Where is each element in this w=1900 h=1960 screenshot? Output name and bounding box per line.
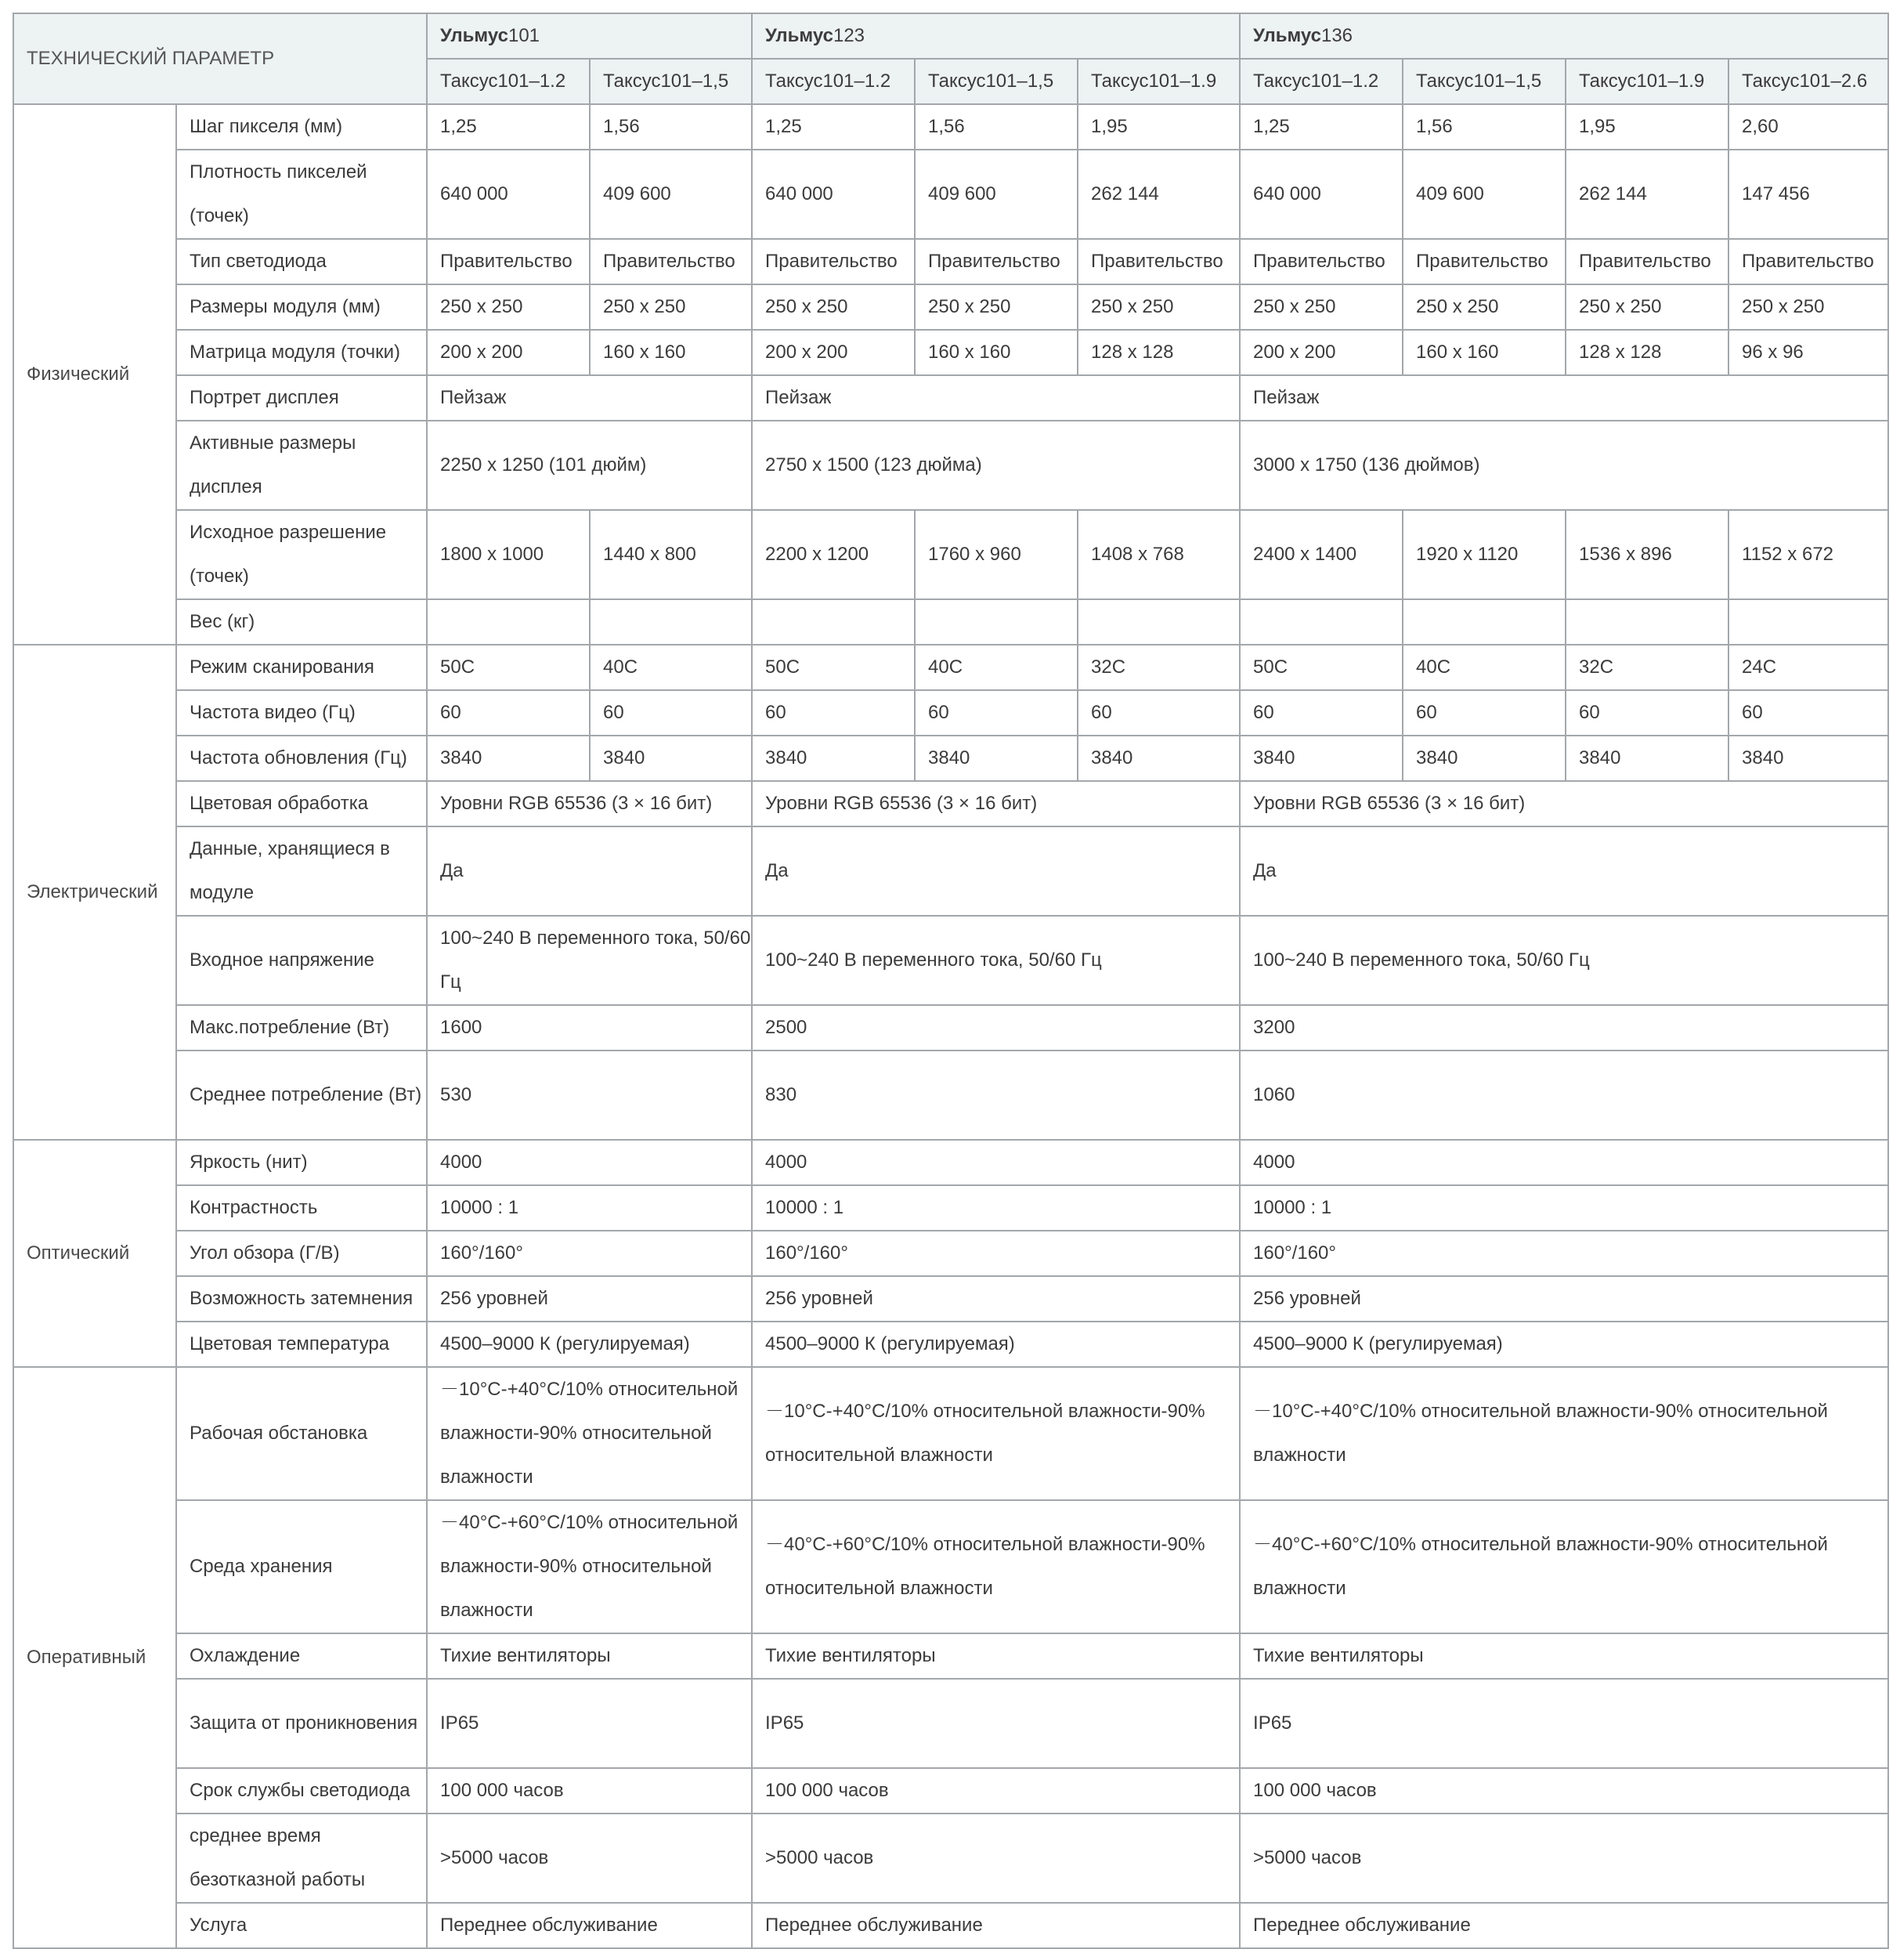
value-cell: 640 000 <box>752 150 915 239</box>
group-value-cell: >5000 часов <box>427 1814 752 1903</box>
value-cell: 3840 <box>752 736 915 781</box>
spec-table <box>13 13 1889 1949</box>
value-cell: 128 x 128 <box>1078 330 1240 375</box>
value-cell: 640 000 <box>1240 150 1403 239</box>
group-value-cell: IP65 <box>1240 1679 1888 1768</box>
group-value-cell: 256 уровней <box>427 1276 752 1322</box>
parameter-label: Входное напряжение <box>176 916 427 1005</box>
value-cell: 250 x 250 <box>915 284 1078 330</box>
value-cell: 1,56 <box>590 104 752 150</box>
group-value-cell: 10000 : 1 <box>752 1185 1240 1231</box>
parameter-label: Вес (кг) <box>176 599 427 645</box>
value-cell: 60 <box>427 690 590 736</box>
parameter-label: Срок службы светодиода <box>176 1768 427 1814</box>
group-value-cell: IP65 <box>752 1679 1240 1768</box>
group-value-cell: Да <box>1240 826 1888 916</box>
value-cell: Правительство <box>1566 239 1728 284</box>
value-cell: 1760 x 960 <box>915 510 1078 599</box>
value-cell: Правительство <box>752 239 915 284</box>
group-value-cell: 2250 x 1250 (101 дюйм) <box>427 421 752 510</box>
value-cell: 250 x 250 <box>590 284 752 330</box>
value-cell <box>1728 599 1888 645</box>
value-cell: 1800 x 1000 <box>427 510 590 599</box>
table-title: ТЕХНИЧЕСКИЙ ПАРАМЕТР <box>13 13 427 104</box>
parameter-label: Возможность затемнения <box>176 1276 427 1322</box>
value-cell: 60 <box>1728 690 1888 736</box>
group-value-cell: －40°C-+60°C/10% относительной влажности-90% относительной влажности <box>427 1500 752 1633</box>
group-value-cell: 100~240 В переменного тока, 50/60 Гц <box>1240 916 1888 1005</box>
spec-row <box>13 1322 1888 1367</box>
group-value-cell: 4500–9000 К (регулируемая) <box>752 1322 1240 1367</box>
value-cell: 60 <box>1240 690 1403 736</box>
spec-row <box>13 826 1888 916</box>
value-cell <box>427 599 590 645</box>
parameter-label: Исходное разрешение (точек) <box>176 510 427 599</box>
value-cell: 1,95 <box>1566 104 1728 150</box>
value-cell: 640 000 <box>427 150 590 239</box>
value-cell: 262 144 <box>1566 150 1728 239</box>
parameter-label: Матрица модуля (точки) <box>176 330 427 375</box>
group-value-cell: Тихие вентиляторы <box>752 1633 1240 1679</box>
group-value-cell: 256 уровней <box>1240 1276 1888 1322</box>
group-value-cell: 2500 <box>752 1005 1240 1051</box>
value-cell <box>752 599 915 645</box>
category-cell: Электрический <box>13 645 176 1140</box>
value-cell: 250 x 250 <box>1566 284 1728 330</box>
group-value-cell: 160°/160° <box>427 1231 752 1276</box>
value-cell: 1408 x 768 <box>1078 510 1240 599</box>
group-value-cell: －10°C-+40°C/10% относительной влажности-90% относительной влажности <box>752 1367 1240 1500</box>
value-cell: 250 x 250 <box>1728 284 1888 330</box>
group-value-cell: >5000 часов <box>1240 1814 1888 1903</box>
group-value-cell: 4000 <box>1240 1140 1888 1185</box>
group-value-cell: 100~240 В переменного тока, 50/60 Гц <box>752 916 1240 1005</box>
category-cell: Физический <box>13 104 176 645</box>
group-value-cell: 10000 : 1 <box>427 1185 752 1231</box>
spec-row <box>13 375 1888 421</box>
group-value-cell: 100~240 В переменного тока, 50/60 Гц <box>427 916 752 1005</box>
parameter-label: Активные размеры дисплея <box>176 421 427 510</box>
group-value-cell: Да <box>752 826 1240 916</box>
group-value-cell: 3200 <box>1240 1005 1888 1051</box>
spec-row <box>13 1679 1888 1768</box>
spec-row <box>13 1903 1888 1948</box>
group-value-cell: 4500–9000 К (регулируемая) <box>427 1322 752 1367</box>
value-cell: 250 x 250 <box>752 284 915 330</box>
parameter-label: Цветовая температура <box>176 1322 427 1367</box>
group-value-cell: IP65 <box>427 1679 752 1768</box>
value-cell: 160 x 160 <box>915 330 1078 375</box>
parameter-label: Защита от проникновения <box>176 1679 427 1768</box>
parameter-label: Контрастность <box>176 1185 427 1231</box>
value-cell: 3840 <box>427 736 590 781</box>
group-value-cell: 830 <box>752 1051 1240 1140</box>
spec-row <box>13 1500 1888 1633</box>
value-cell: 40С <box>915 645 1078 690</box>
value-cell: 2200 x 1200 <box>752 510 915 599</box>
category-cell: Оптический <box>13 1140 176 1367</box>
spec-row <box>13 104 1888 150</box>
value-cell: 3840 <box>915 736 1078 781</box>
group-value-cell: >5000 часов <box>752 1814 1240 1903</box>
value-cell: 250 x 250 <box>1403 284 1566 330</box>
group-value-cell: 4500–9000 К (регулируемая) <box>1240 1322 1888 1367</box>
spec-row <box>13 916 1888 1005</box>
value-cell: 3840 <box>1728 736 1888 781</box>
value-cell: 40С <box>1403 645 1566 690</box>
group-value-cell: 256 уровней <box>752 1276 1240 1322</box>
spec-row <box>13 1231 1888 1276</box>
parameter-label: Размеры модуля (мм) <box>176 284 427 330</box>
value-cell: 3840 <box>1078 736 1240 781</box>
spec-row <box>13 1051 1888 1140</box>
parameter-label: Портрет дисплея <box>176 375 427 421</box>
group-value-cell: －40°C-+60°C/10% относительной влажности-90% относительной влажности <box>1240 1500 1888 1633</box>
value-cell: Правительство <box>1078 239 1240 284</box>
spec-row <box>13 150 1888 239</box>
group-value-cell: 3000 x 1750 (136 дюймов) <box>1240 421 1888 510</box>
group-value-cell: Уровни RGB 65536 (3 × 16 бит) <box>427 781 752 826</box>
variant-header: Таксус101–1.9 <box>1078 59 1240 104</box>
group-value-cell: Пейзаж <box>427 375 752 421</box>
group-value-cell: Тихие вентиляторы <box>1240 1633 1888 1679</box>
group-value-cell: 100 000 часов <box>1240 1768 1888 1814</box>
value-cell: Правительство <box>1240 239 1403 284</box>
group-value-cell: 2750 x 1500 (123 дюйма) <box>752 421 1240 510</box>
group-value-cell: 160°/160° <box>1240 1231 1888 1276</box>
group-value-cell: 10000 : 1 <box>1240 1185 1888 1231</box>
value-cell <box>1078 599 1240 645</box>
value-cell: 128 x 128 <box>1566 330 1728 375</box>
group-value-cell: Переднее обслуживание <box>752 1903 1240 1948</box>
group-value-cell: 1060 <box>1240 1051 1888 1140</box>
spec-row <box>13 284 1888 330</box>
spec-row <box>13 645 1888 690</box>
value-cell: 160 x 160 <box>590 330 752 375</box>
spec-row <box>13 599 1888 645</box>
value-cell: 50С <box>427 645 590 690</box>
value-cell: 147 456 <box>1728 150 1888 239</box>
spec-row <box>13 781 1888 826</box>
value-cell: 40С <box>590 645 752 690</box>
value-cell: 250 x 250 <box>1240 284 1403 330</box>
group-value-cell: 100 000 часов <box>427 1768 752 1814</box>
value-cell: 1920 x 1120 <box>1403 510 1566 599</box>
group-value-cell: Переднее обслуживание <box>1240 1903 1888 1948</box>
spec-row <box>13 1276 1888 1322</box>
spec-row <box>13 510 1888 599</box>
variant-header: Таксус101–1.9 <box>1566 59 1728 104</box>
group-value-cell: －10°C-+40°C/10% относительной влажности-90% относительной влажности <box>1240 1367 1888 1500</box>
value-cell: 1152 x 672 <box>1728 510 1888 599</box>
value-cell: 1536 x 896 <box>1566 510 1728 599</box>
parameter-label: Шаг пикселя (мм) <box>176 104 427 150</box>
parameter-label: Тип светодиода <box>176 239 427 284</box>
value-cell: 2,60 <box>1728 104 1888 150</box>
spec-row <box>13 1814 1888 1903</box>
value-cell: 60 <box>1403 690 1566 736</box>
parameter-label: Яркость (нит) <box>176 1140 427 1185</box>
model-header-ulmus101: Ульмус101 <box>427 13 752 59</box>
value-cell: 3840 <box>1566 736 1728 781</box>
value-cell <box>915 599 1078 645</box>
spec-row <box>13 1005 1888 1051</box>
value-cell: 1,25 <box>1240 104 1403 150</box>
parameter-label: среднее время безотказной работы <box>176 1814 427 1903</box>
spec-body <box>13 104 1888 1948</box>
value-cell: 409 600 <box>1403 150 1566 239</box>
value-cell: 60 <box>590 690 752 736</box>
value-cell: 200 x 200 <box>1240 330 1403 375</box>
spec-row <box>13 1367 1888 1500</box>
value-cell: Правительство <box>590 239 752 284</box>
value-cell: 262 144 <box>1078 150 1240 239</box>
value-cell: 409 600 <box>590 150 752 239</box>
group-value-cell: －10°C-+40°C/10% относительной влажности-90% относительной влажности <box>427 1367 752 1500</box>
value-cell: 2400 x 1400 <box>1240 510 1403 599</box>
spec-row <box>13 1140 1888 1185</box>
spec-row <box>13 1633 1888 1679</box>
parameter-label: Услуга <box>176 1903 427 1948</box>
value-cell: 160 x 160 <box>1403 330 1566 375</box>
value-cell: Правительство <box>915 239 1078 284</box>
group-value-cell: 530 <box>427 1051 752 1140</box>
value-cell: 1,95 <box>1078 104 1240 150</box>
value-cell <box>1403 599 1566 645</box>
value-cell: 60 <box>1566 690 1728 736</box>
value-cell: Правительство <box>1728 239 1888 284</box>
group-value-cell: 1600 <box>427 1005 752 1051</box>
spec-row <box>13 330 1888 375</box>
spec-row <box>13 690 1888 736</box>
category-cell: Оперативный <box>13 1367 176 1948</box>
value-cell <box>1566 599 1728 645</box>
value-cell: 1,25 <box>752 104 915 150</box>
group-value-cell: Тихие вентиляторы <box>427 1633 752 1679</box>
variant-header: Таксус101–1.2 <box>427 59 590 104</box>
parameter-label: Среда хранения <box>176 1500 427 1633</box>
value-cell: 3840 <box>1240 736 1403 781</box>
spec-row <box>13 736 1888 781</box>
value-cell: 32С <box>1078 645 1240 690</box>
variant-header: Таксус101–1.2 <box>1240 59 1403 104</box>
value-cell: 50С <box>1240 645 1403 690</box>
value-cell: 3840 <box>1403 736 1566 781</box>
variant-header: Таксус101–1,5 <box>1403 59 1566 104</box>
parameter-label: Частота видео (Гц) <box>176 690 427 736</box>
variant-header: Таксус101–2.6 <box>1728 59 1888 104</box>
value-cell: 96 x 96 <box>1728 330 1888 375</box>
model-header-ulmus136: Ульмус136 <box>1240 13 1888 59</box>
value-cell <box>1240 599 1403 645</box>
value-cell: 60 <box>915 690 1078 736</box>
group-value-cell: 4000 <box>427 1140 752 1185</box>
value-cell: 200 x 200 <box>427 330 590 375</box>
value-cell: 1,56 <box>915 104 1078 150</box>
parameter-label: Макс.потребление (Вт) <box>176 1005 427 1051</box>
parameter-label: Режим сканирования <box>176 645 427 690</box>
parameter-label: Цветовая обработка <box>176 781 427 826</box>
value-cell: 1440 x 800 <box>590 510 752 599</box>
parameter-label: Частота обновления (Гц) <box>176 736 427 781</box>
value-cell: 409 600 <box>915 150 1078 239</box>
group-value-cell: 160°/160° <box>752 1231 1240 1276</box>
group-value-cell: Уровни RGB 65536 (3 × 16 бит) <box>1240 781 1888 826</box>
group-value-cell: Пейзаж <box>1240 375 1888 421</box>
variant-header: Таксус101–1.2 <box>752 59 915 104</box>
value-cell <box>590 599 752 645</box>
value-cell: 1,25 <box>427 104 590 150</box>
parameter-label: Данные, хранящиеся в модуле <box>176 826 427 916</box>
group-value-cell: Переднее обслуживание <box>427 1903 752 1948</box>
value-cell: Правительство <box>1403 239 1566 284</box>
spec-row <box>13 239 1888 284</box>
group-value-cell: Да <box>427 826 752 916</box>
value-cell: Правительство <box>427 239 590 284</box>
value-cell: 60 <box>752 690 915 736</box>
spec-row <box>13 421 1888 510</box>
value-cell: 250 x 250 <box>1078 284 1240 330</box>
value-cell: 200 x 200 <box>752 330 915 375</box>
parameter-label: Плотность пикселей (точек) <box>176 150 427 239</box>
variant-header: Таксус101–1,5 <box>590 59 752 104</box>
value-cell: 1,56 <box>1403 104 1566 150</box>
value-cell: 3840 <box>590 736 752 781</box>
parameter-label: Охлаждение <box>176 1633 427 1679</box>
parameter-label: Рабочая обстановка <box>176 1367 427 1500</box>
value-cell: 250 x 250 <box>427 284 590 330</box>
group-value-cell: 100 000 часов <box>752 1768 1240 1814</box>
spec-row <box>13 1185 1888 1231</box>
parameter-label: Угол обзора (Г/В) <box>176 1231 427 1276</box>
parameter-label: Среднее потребление (Вт) <box>176 1051 427 1140</box>
model-header-ulmus123: Ульмус123 <box>752 13 1240 59</box>
value-cell: 24С <box>1728 645 1888 690</box>
value-cell: 60 <box>1078 690 1240 736</box>
value-cell: 50С <box>752 645 915 690</box>
group-value-cell: 4000 <box>752 1140 1240 1185</box>
group-value-cell: Уровни RGB 65536 (3 × 16 бит) <box>752 781 1240 826</box>
variant-header: Таксус101–1,5 <box>915 59 1078 104</box>
group-value-cell: －40°C-+60°C/10% относительной влажности-90% относительной влажности <box>752 1500 1240 1633</box>
spec-row <box>13 1768 1888 1814</box>
value-cell: 32С <box>1566 645 1728 690</box>
group-value-cell: Пейзаж <box>752 375 1240 421</box>
